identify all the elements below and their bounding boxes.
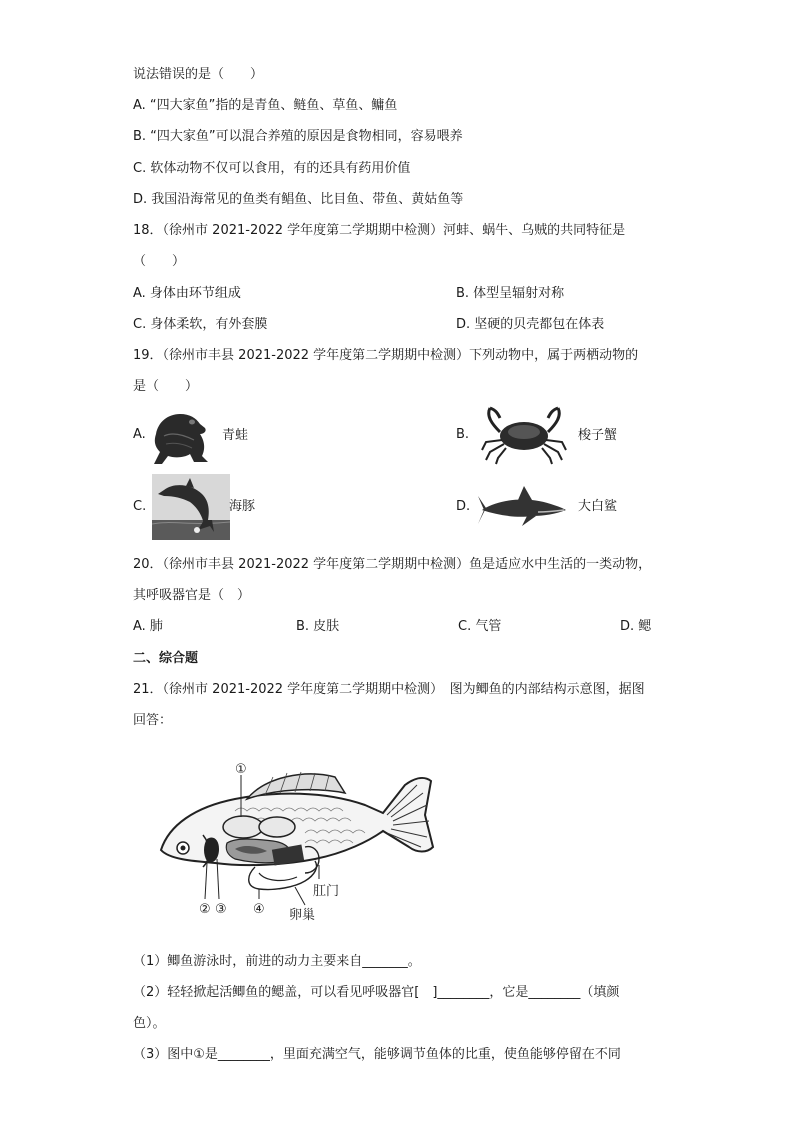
crucian-carp-diagram	[155, 755, 440, 925]
q18-option-b: B. 体型呈辐射对称	[456, 286, 565, 301]
q20-option-a: A. 肺	[133, 619, 163, 634]
label-anus: 肛门	[313, 884, 340, 899]
label-3: ③	[215, 902, 227, 917]
q18-option-d: D. 坚硬的贝壳都包在体表	[456, 317, 605, 332]
q18-option-c: C. 身体柔软，有外套膜	[133, 317, 268, 332]
q19-option-c-name: 海豚	[229, 499, 256, 514]
label-1: ①	[235, 762, 247, 777]
q19-stem-tail: 是（ ）	[133, 379, 199, 394]
q20-stem-tail: 其呼吸器官是（ ）	[133, 588, 251, 603]
q19-option-d-letter: D.	[456, 499, 471, 514]
q21-sub-2-cont: 色）。	[133, 1016, 166, 1031]
q21-stem-tail: 回答：	[133, 713, 173, 728]
q19-option-a-letter: A.	[133, 427, 146, 442]
q20-stem: 20．（徐州市丰县 2021-2022 学年度第二学期期中检测）鱼是适应水中生活的一类动物，	[133, 557, 652, 572]
label-ovary: 卵巢	[289, 908, 316, 923]
q17-option-c: C. 软体动物不仅可以食用，有的还具有药用价值	[133, 161, 411, 176]
q18-stem: 18．（徐州市 2021-2022 学年度第二学期期中检测）河蚌、蜗牛、乌贼的共同特征是	[133, 223, 626, 238]
q17-option-a: A. “四大家鱼”指的是青鱼、鲢鱼、草鱼、鳙鱼	[133, 98, 398, 113]
shark-image	[478, 482, 570, 532]
q17-option-b: B. “四大家鱼”可以混合养殖的原因是食物相同，容易喂养	[133, 129, 463, 144]
q18-option-a: A. 身体由环节组成	[133, 286, 241, 301]
q21-sub-3: （3）图中①是________，里面充满空气，能够调节鱼体的比重，使鱼能够停留在不同	[133, 1047, 621, 1062]
q19-option-c-letter: C.	[133, 499, 147, 514]
q19-option-b-letter: B.	[456, 427, 470, 442]
q20-option-c: C. 气管	[458, 619, 502, 634]
dolphin-image	[152, 474, 230, 540]
crab-image	[478, 402, 570, 466]
q21-stem: 21．（徐州市 2021-2022 学年度第二学期期中检测） 图为鲫鱼的内部结构示意图，据图	[133, 682, 645, 697]
q21-sub-1: （1）鲫鱼游泳时，前进的动力主要来自_______。	[133, 954, 421, 969]
q19-option-b-name: 梭子蟹	[578, 428, 618, 443]
q19-option-d-name: 大白鲨	[578, 499, 618, 514]
q17-option-d: D. 我国沿海常见的鱼类有鲳鱼、比目鱼、带鱼、黄姑鱼等	[133, 192, 464, 207]
q19-option-a-name: 青蛙	[222, 428, 249, 443]
q21-sub-2: （2）轻轻掀起活鲫鱼的鳃盖，可以看见呼吸器官[ ]________，它是________（填颜	[133, 985, 620, 1000]
q20-option-d: D. 鳃	[620, 619, 652, 634]
frog-image	[150, 404, 210, 466]
q19-stem: 19．（徐州市丰县 2021-2022 学年度第二学期期中检测）下列动物中，属于两栖动物的	[133, 348, 639, 363]
q17-stem-tail: 说法错误的是（ ）	[133, 67, 264, 82]
q20-option-b: B. 皮肤	[296, 619, 340, 634]
section-title: 二、综合题	[133, 651, 199, 666]
label-4: ④	[253, 902, 265, 917]
q18-stem-tail: （ ）	[133, 254, 186, 269]
label-2: ②	[199, 902, 211, 917]
